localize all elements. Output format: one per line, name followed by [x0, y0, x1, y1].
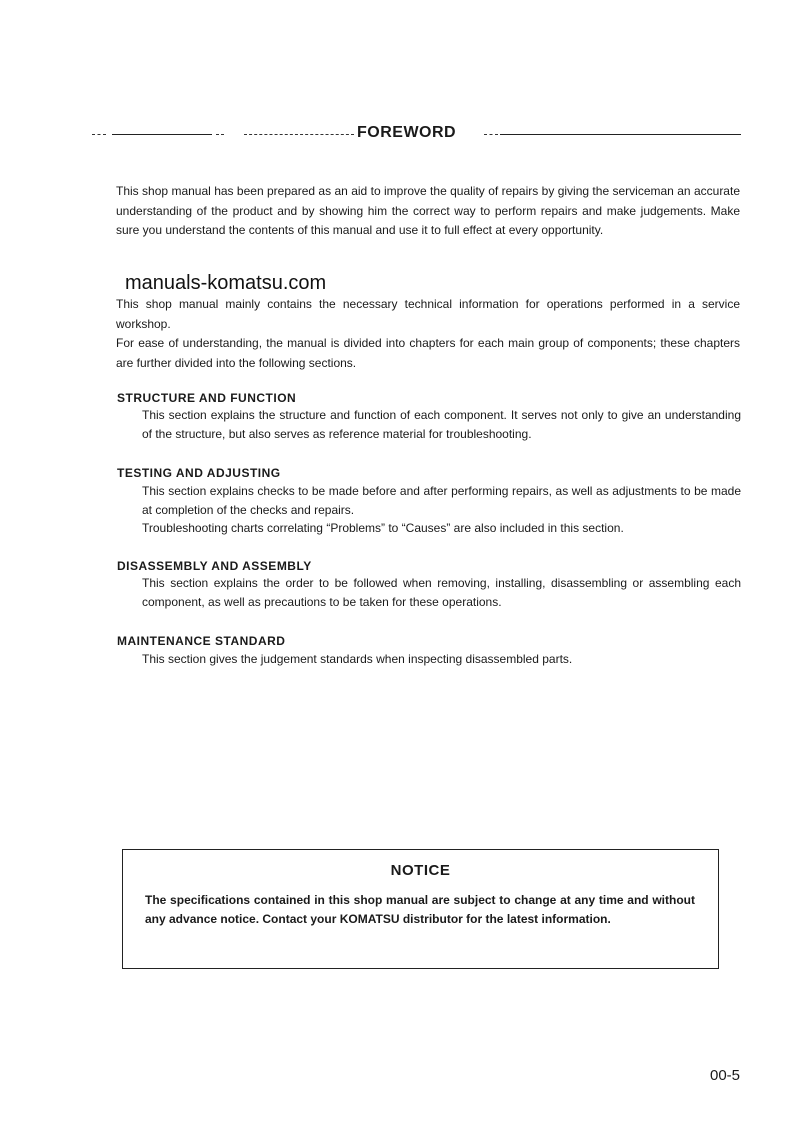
section-text-troubleshooting: Troubleshooting charts correlating “Problems” to “Causes” are also included in this section. — [142, 521, 624, 535]
section-text: This section explains the structure and function of each component. It serves not only to give an understanding of the structure, but also serves as reference material for troubleshooting. — [142, 408, 741, 441]
header-rule-left — [112, 134, 212, 135]
page-number: 00-5 — [710, 1067, 741, 1084]
notice-box — [122, 849, 719, 969]
contents-paragraph-text: This shop manual mainly contains the necessary technical information for operations performed in a service workshop. — [116, 297, 740, 331]
intro-paragraph — [92, 182, 740, 241]
section-text: This section gives the judgement standards when inspecting disassembled parts. — [142, 652, 573, 666]
notice-title: NOTICE — [390, 862, 451, 879]
notice-text: The specifications contained in this shop manual are subject to change at any time and without any advance notice. Contact your KOMATSU distributor for the latest information. — [145, 893, 695, 926]
section-body-disassembly — [142, 574, 741, 611]
section-heading-testing: TESTING AND ADJUSTING — [117, 466, 281, 480]
intro-paragraph-text: This shop manual has been prepared as an aid to improve the quality of repairs by giving the serviceman an accurate understanding of the product and by showing him the correct way to perform repairs and make judgements. Make sure you understand the contents of this manual and use it to full effect at every opportunity. — [116, 184, 740, 237]
section-text: This section explains checks to be made before and after performing repairs, as well as adjustments to be made at completion of the checks and repairs. — [142, 484, 741, 517]
section-body-maintenance — [142, 650, 741, 669]
section-heading-maintenance: MAINTENANCE STANDARD — [117, 634, 286, 648]
section-body-testing — [142, 482, 741, 538]
header-rule-right — [500, 134, 741, 135]
header-rule-left-dashed — [216, 134, 224, 135]
contents-paragraph — [92, 295, 740, 373]
section-text: This section explains the order to be followed when removing, installing, disassembling or assembling each component, as well as precautions to be taken for these operations. — [142, 576, 741, 609]
header-rule-left-short — [92, 134, 106, 135]
watermark-site: manuals-komatsu.com — [125, 272, 327, 294]
section-body-structure — [142, 406, 741, 443]
page-title: FOREWORD — [357, 124, 457, 141]
chapters-paragraph-text: For ease of understanding, the manual is divided into chapters for each main group of components; these chapters are further divided into the following sections. — [116, 336, 740, 370]
section-heading-disassembly: DISASSEMBLY AND ASSEMBLY — [117, 559, 312, 573]
section-heading-structure: STRUCTURE AND FUNCTION — [117, 391, 297, 405]
header-rule-middle — [244, 134, 354, 135]
header-rule-right-dashed — [484, 134, 498, 135]
